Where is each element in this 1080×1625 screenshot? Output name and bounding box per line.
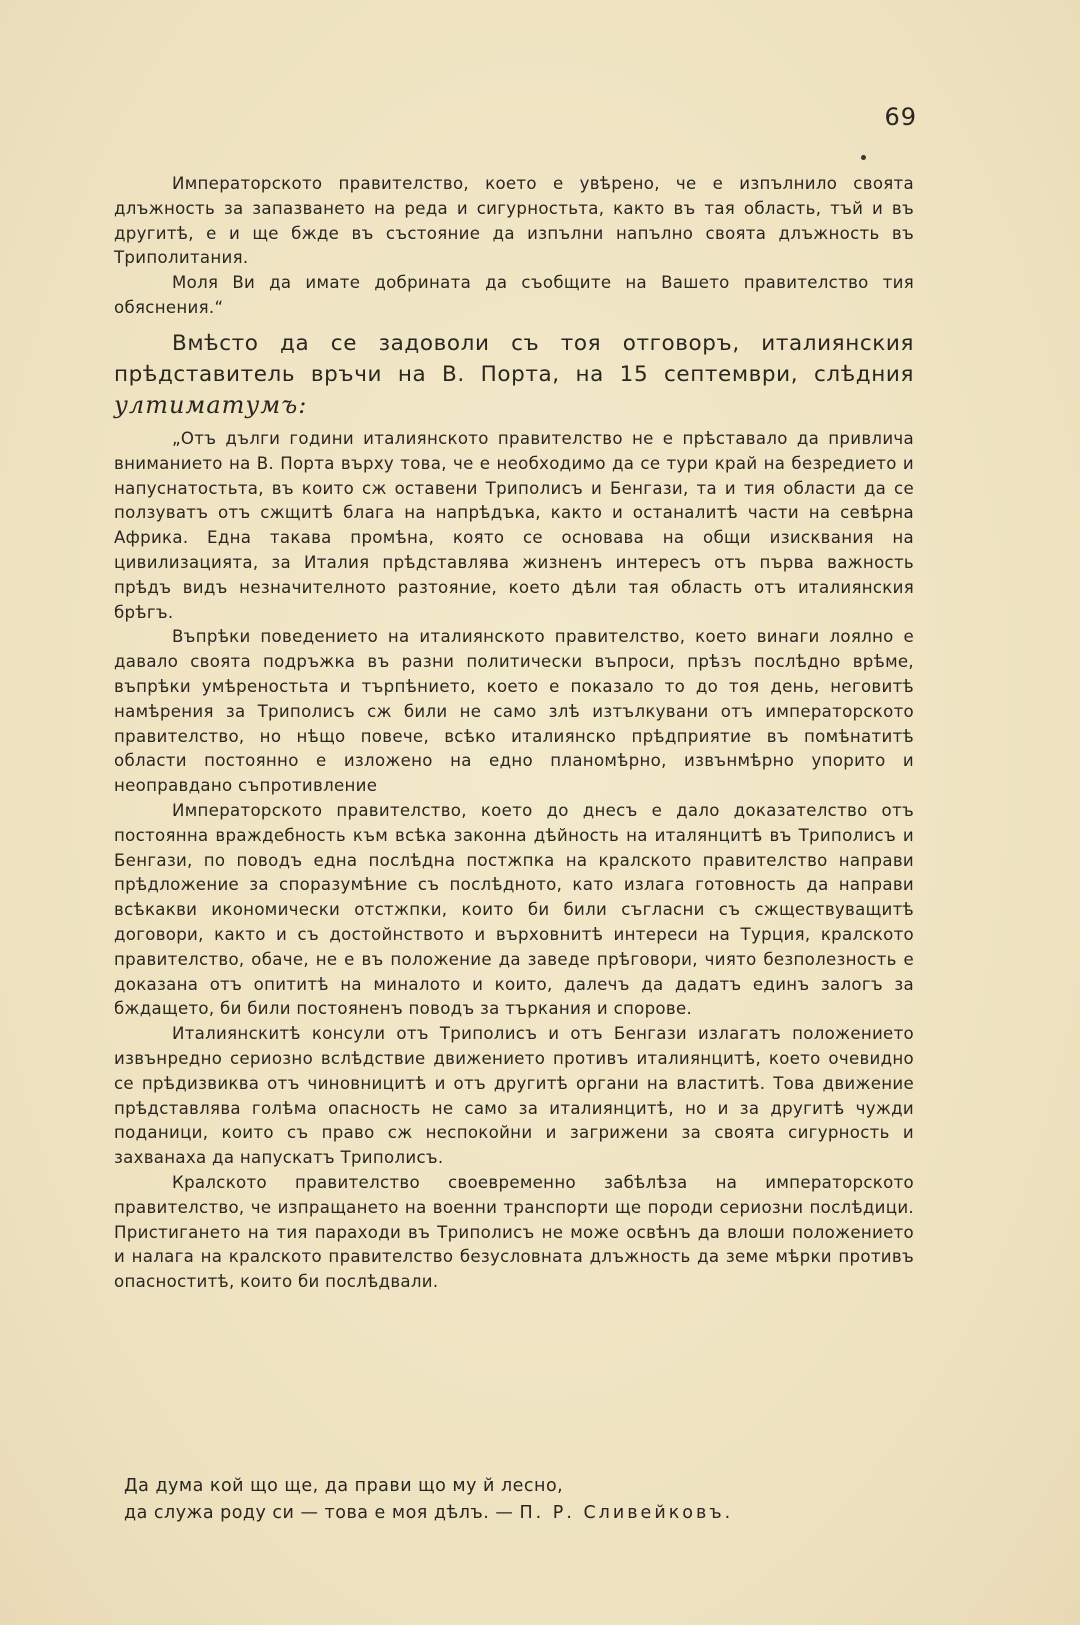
lead-paragraph — [114, 328, 914, 422]
quote-line-2-text: да служа роду си — това е моя дѣлъ. — — [124, 1503, 514, 1523]
quote-line-1: Да дума кой що ще, да прави що му й лесно, — [124, 1476, 564, 1496]
lead-block — [114, 328, 914, 422]
quote-line-2 — [124, 1500, 733, 1527]
closing-quote — [124, 1473, 733, 1527]
ink-speck — [861, 155, 866, 160]
intro-paragraphs — [114, 172, 914, 321]
ultimatum-paragraph-3: Императорското правителство, което до днесъ е дало доказателство отъ постоянна враждебность към всѣка законна дѣйность на италянцитѣ въ Триполисъ и Бенгази, по поводъ една послѣдна постжпка на кралското правителство направи прѣдложение за споразумѣние съ послѣдното, като излага готовность да направи всѣкакви икономически отстжпки, които би били съгласни съ сжществуващитѣ договори, както и съ достойнството и върховнитѣ интереси на Турция, кралското правителство, обаче, не е въ положение да заведе прѣговори, чиято безполезность е доказана отъ опититѣ на миналото и които, далечъ да дадатъ единъ залогъ за бждащето, би били постояненъ поводъ за търкания и спорове. — [114, 800, 914, 1019]
intro-paragraph-2: Моля Ви да имате добрината да съобщите на Вашето правителство тия обяснения.“ — [114, 273, 914, 317]
ultimatum-paragraph-4: Италиянскитѣ консули отъ Триполисъ и отъ Бенгази излагатъ положението извънредно сериозно вслѣдствие движението противъ италиянцитѣ, което очевидно се прѣдизвиква отъ чиновницитѣ и отъ другитѣ органи на властитѣ. Това движение прѣдставлява голѣма опасность не само за италиянцитѣ, но и за другитѣ чужди поданици, които съ право сж неспокойни и загрижени за своята сигурность и захванаха да напускатъ Триполисъ. — [114, 1024, 914, 1168]
lead-text: Вмѣсто да се задоволи съ тоя отговоръ, италиянския прѣдставитель връчи на В. Порта, на 15 септември, слѣдния — [114, 331, 914, 387]
ultimatum-paragraph-5: Кралското правителство своевременно забѣлѣза на императорското правителство, че изпращането на военни транспорти ще породи сериозни послѣдици. Пристигането на тия параходи въ Триполисъ не може освѣнъ да влоши положението и налага на кралското правителство безусловната длъжность да земе мѣрки противъ опасноститѣ, които би послѣдвали. — [114, 1172, 914, 1292]
quote-author: П. Р. Сливейковъ. — [519, 1503, 734, 1523]
ultimatum-paragraph-1: „Отъ дълги години италиянското правителство не е прѣставало да привлича вниманието на В. Порта върху това, че е необходимо да се тури край на безредието и напуснатостьта, въ които сж оставени Триполисъ и Бенгази, та и тия области да се ползуватъ отъ сжщитѣ блага на напрѣдъка, както и останалитѣ части на севѣрна Африка. Една такава промѣна, която се основава на общи изисквания на цивилизацията, за Италия прѣдставлява жизненъ интересъ отъ първа важность прѣдъ видъ незначителното разтояние, което дѣли тая область отъ италиянския брѣгъ. — [114, 429, 914, 622]
intro-paragraph-1: Императорското правителство, което е увѣрено, че е изпълнило своята длъжность за запазването на реда и сигурностьта, както въ тая область, тъй и въ другитѣ, е и ще бжде въ състояние да изпълни напълно своята длъжность въ Триполитания. — [114, 174, 914, 268]
ultimatum-text — [114, 427, 914, 1295]
lead-emphasis: ултиматумъ: — [114, 391, 308, 419]
ultimatum-paragraph-2: Въпрѣки поведението на италиянското правителство, което винаги лоялно е давало своята подръжка въ разни политически въпроси, прѣзъ послѣдно врѣме, въпрѣки умѣреностьта и търпѣнието, което е показало то до тоя день, неговитѣ намѣрения за Триполисъ сж били не само злѣ изтълкувани отъ императорското правителство, но нѣщо повече, всѣко италиянско прѣдприятие въ помѣнатитѣ области постоянно е изложено на едно планомѣрно, извънмѣрно упорито и неоправдано съпротивление — [114, 627, 914, 796]
page-number: 69 — [884, 103, 917, 131]
